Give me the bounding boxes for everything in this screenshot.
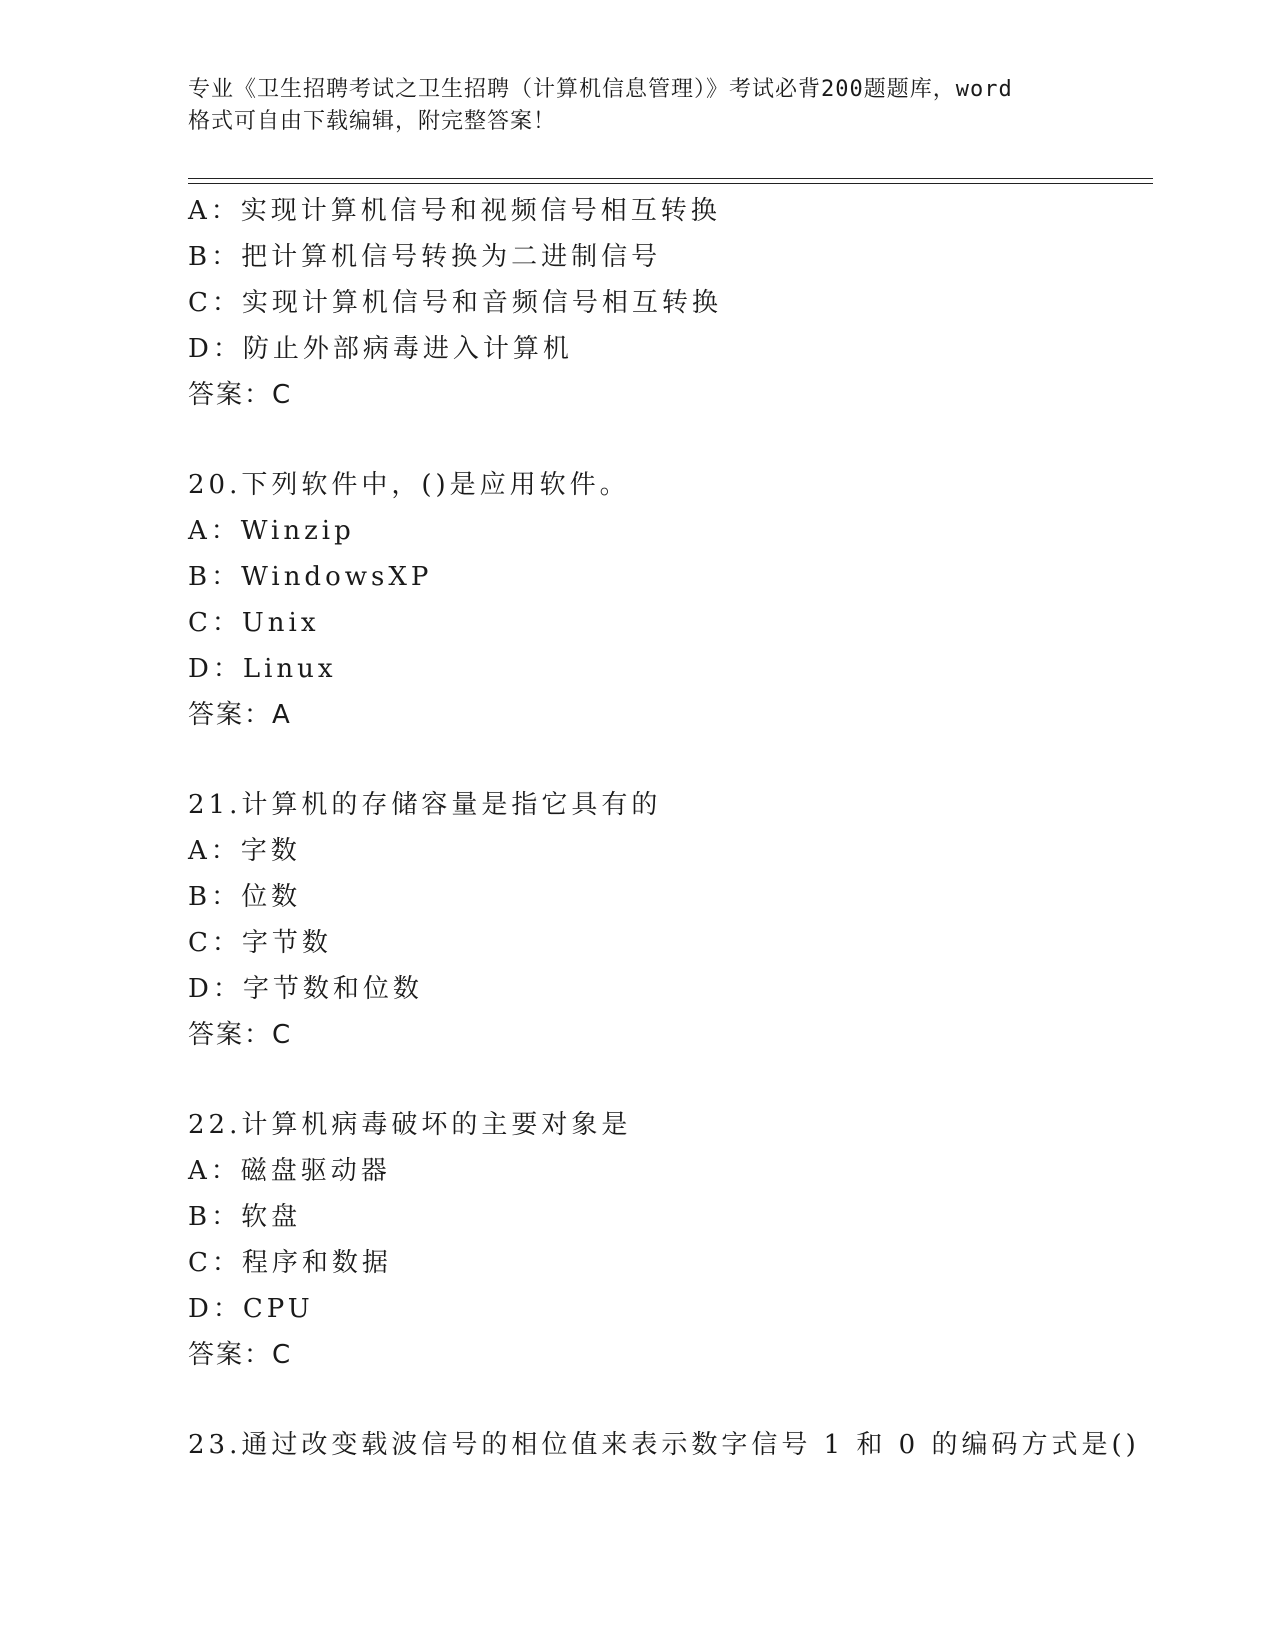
header-divider-bottom bbox=[188, 183, 1153, 184]
header-line-1: 专业《卫生招聘考试之卫生招聘（计算机信息管理）》考试必背200题题库，word bbox=[188, 77, 1013, 102]
spacer bbox=[188, 418, 1188, 462]
question-text: 22.计算机病毒破坏的主要对象是 bbox=[188, 1110, 632, 1140]
question-23 bbox=[188, 1422, 1188, 1468]
option-a: A：磁盘驱动器 bbox=[188, 1156, 391, 1186]
option-a: A：字数 bbox=[188, 836, 301, 866]
document-header bbox=[188, 74, 1088, 138]
question-20 bbox=[188, 462, 1188, 738]
spacer bbox=[188, 1378, 1188, 1422]
option-b: B：把计算机信号转换为二进制信号 bbox=[188, 242, 662, 272]
question-19 bbox=[188, 188, 1188, 418]
option-d: D：字节数和位数 bbox=[188, 974, 423, 1004]
answer: 答案：C bbox=[188, 1020, 293, 1050]
spacer bbox=[188, 738, 1188, 782]
option-c: C：实现计算机信号和音频信号相互转换 bbox=[188, 288, 722, 318]
question-list bbox=[188, 188, 1188, 1468]
spacer bbox=[188, 1058, 1188, 1102]
option-c: C：Unix bbox=[188, 608, 320, 638]
option-c: C：程序和数据 bbox=[188, 1248, 392, 1278]
option-b: B：WindowsXP bbox=[188, 562, 433, 592]
option-d: D：CPU bbox=[188, 1294, 314, 1324]
answer: 答案：A bbox=[188, 700, 292, 730]
option-d: D：Linux bbox=[188, 654, 337, 684]
header-divider-top bbox=[188, 178, 1153, 179]
question-text: 21.计算机的存储容量是指它具有的 bbox=[188, 790, 662, 820]
question-22 bbox=[188, 1102, 1188, 1378]
answer: 答案：C bbox=[188, 380, 293, 410]
question-text: 20.下列软件中，()是应用软件。 bbox=[188, 470, 630, 500]
option-a: A：实现计算机信号和视频信号相互转换 bbox=[188, 196, 721, 226]
question-21 bbox=[188, 782, 1188, 1058]
option-d: D：防止外部病毒进入计算机 bbox=[188, 334, 573, 364]
question-text: 23.通过改变载波信号的相位值来表示数字信号 1 和 0 的编码方式是() bbox=[188, 1430, 1140, 1460]
header-line-2: 格式可自由下载编辑，附完整答案！ bbox=[188, 109, 557, 134]
answer: 答案：C bbox=[188, 1340, 293, 1370]
option-b: B：软盘 bbox=[188, 1202, 302, 1232]
option-a: A：Winzip bbox=[188, 516, 355, 546]
option-b: B：位数 bbox=[188, 882, 302, 912]
option-c: C：字节数 bbox=[188, 928, 332, 958]
